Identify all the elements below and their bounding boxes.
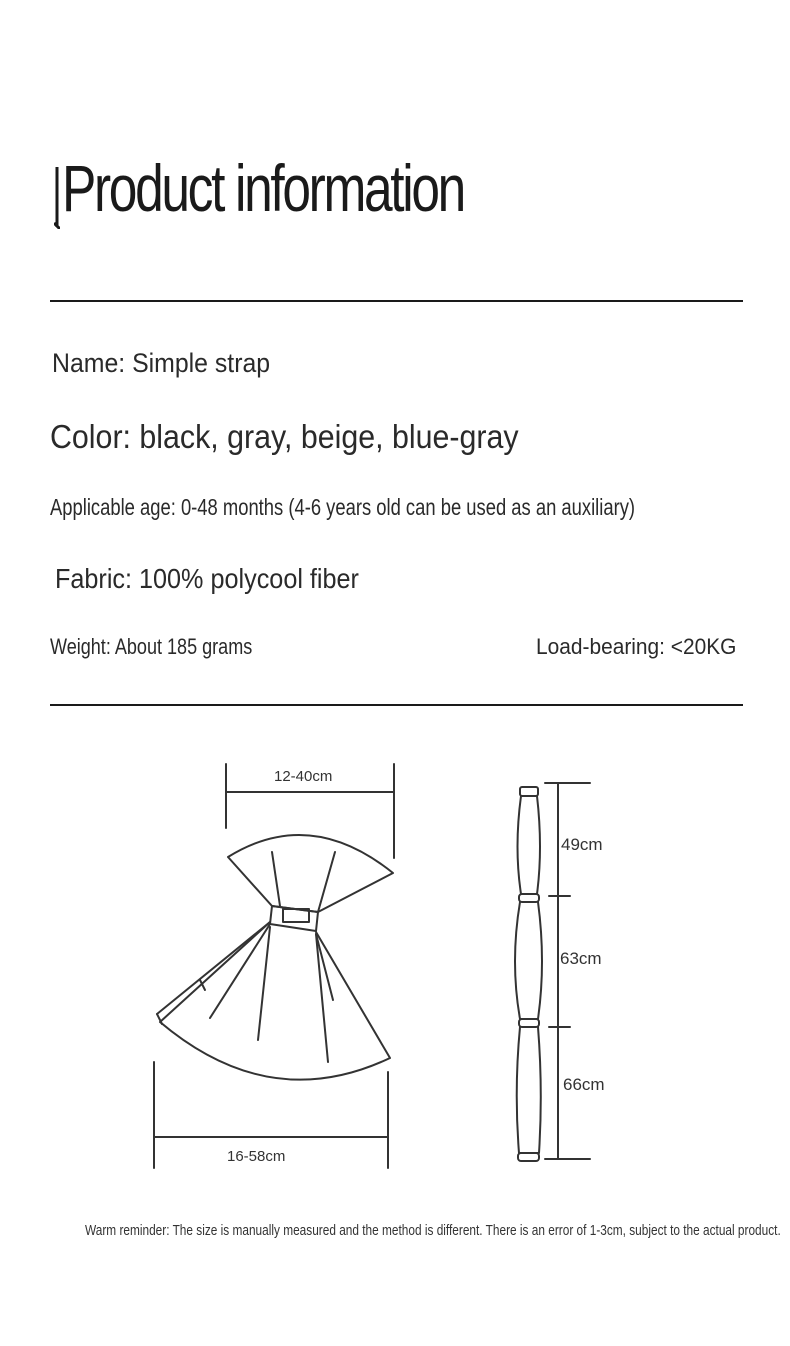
upper-fan-shape: [228, 835, 393, 912]
warm-reminder: Warm reminder: The size is manually measured and the method is different. There is an error of 1-3cm, subject to the actual product.: [85, 1222, 781, 1239]
lower-fan-shape: [160, 922, 390, 1080]
info-age: Applicable age: 0-48 months (4-6 years old can be used as an auxiliary): [50, 494, 636, 520]
divider-bottom: [50, 704, 743, 706]
label-segment-3: 66cm: [563, 1075, 605, 1094]
title-mark-icon: [54, 165, 60, 229]
strap-diagram: [0, 740, 790, 1190]
label-segment-1: 49cm: [561, 835, 603, 854]
label-segment-2: 63cm: [560, 949, 602, 968]
info-fabric: Fabric: 100% polycool fiber: [55, 563, 359, 594]
label-bottom-width: 16-58cm: [227, 1148, 286, 1165]
info-weight: Weight: About 185 grams: [50, 634, 253, 659]
info-name: Name: Simple strap: [52, 348, 271, 378]
info-load: Load-bearing: <20KG: [536, 634, 737, 659]
info-color: Color: black, gray, beige, blue-gray: [50, 418, 519, 455]
label-top-width: 12-40cm: [274, 768, 333, 785]
divider-top: [50, 300, 743, 302]
page-title: Product information: [62, 151, 464, 225]
